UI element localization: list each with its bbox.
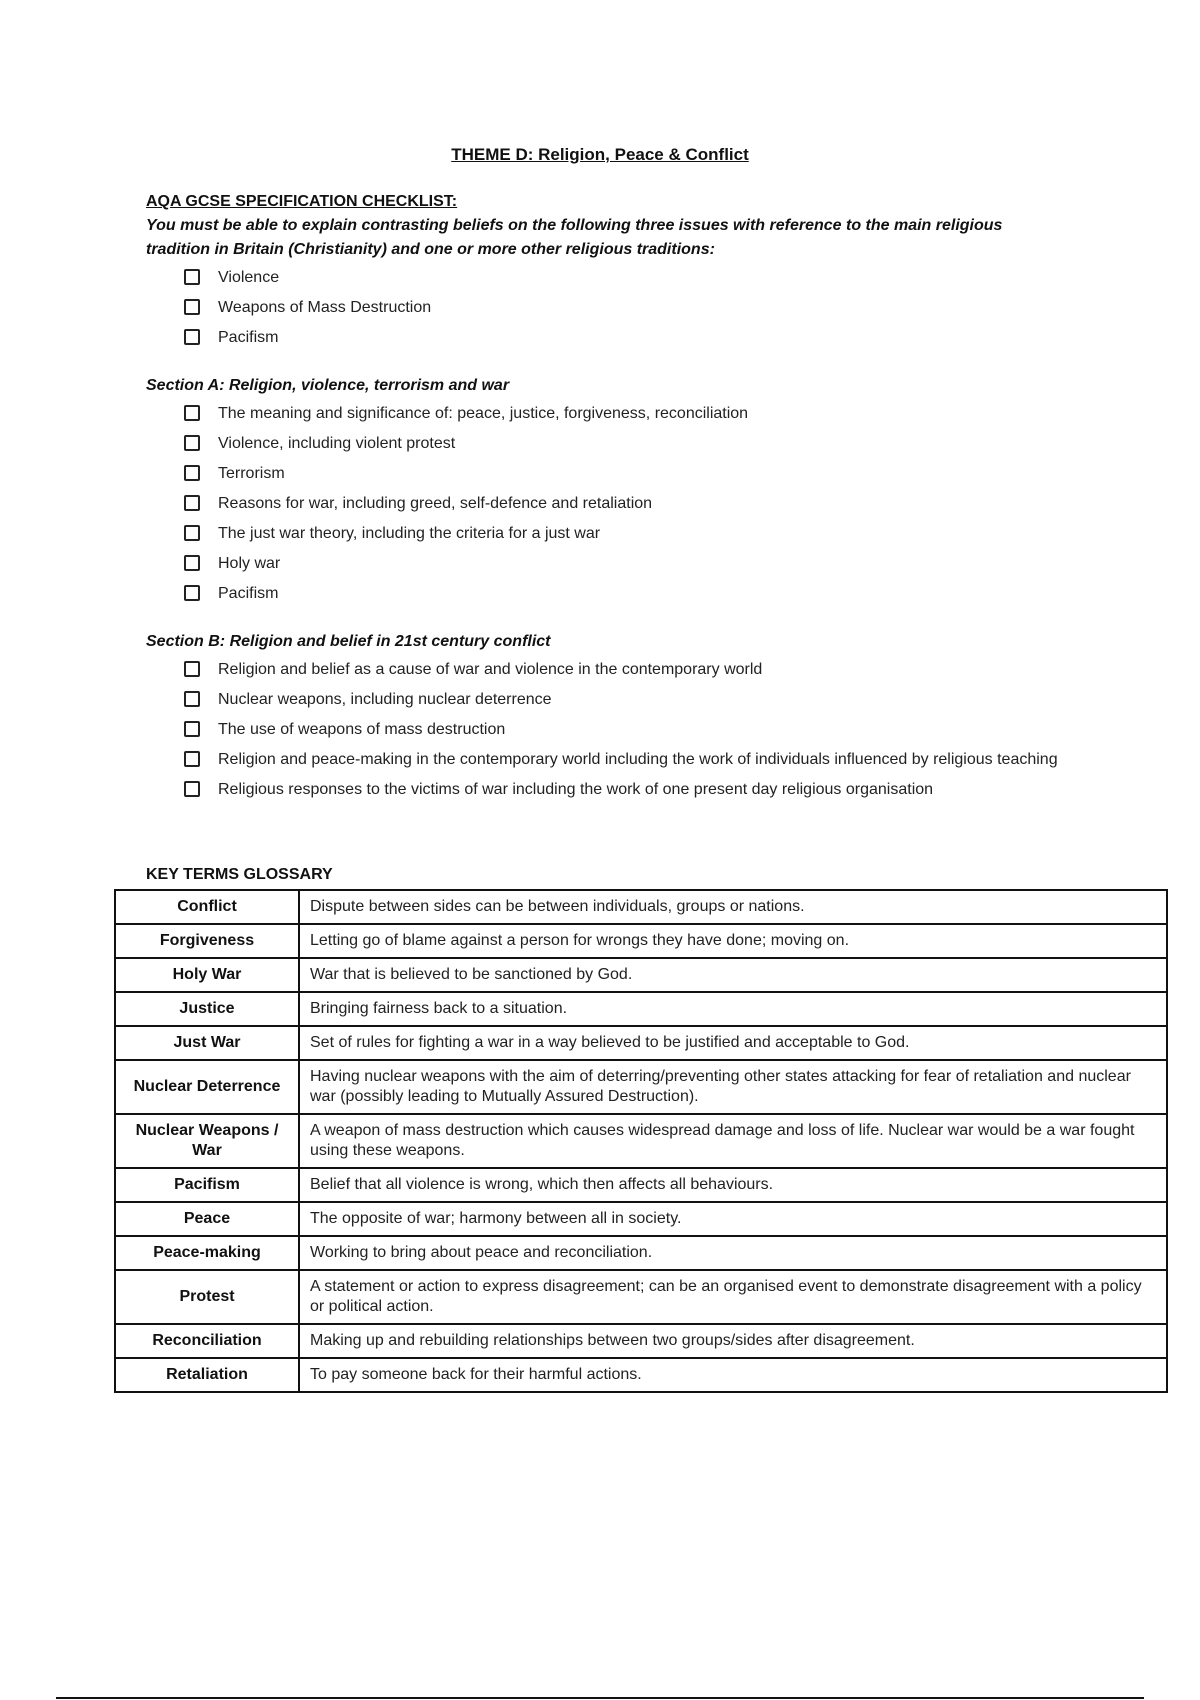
checklist-item-label: Pacifism <box>218 585 279 602</box>
checkbox[interactable] <box>184 435 200 451</box>
checklist-item-label: The just war theory, including the criteria for a just war <box>218 525 601 542</box>
table-row <box>115 1324 1167 1358</box>
checkbox[interactable] <box>184 555 200 571</box>
section-b-checklist <box>146 658 1066 802</box>
checklist-item <box>184 432 1066 456</box>
glossary-term: Peace <box>115 1202 299 1236</box>
table-row <box>115 890 1167 924</box>
glossary-term: Nuclear Deterrence <box>115 1060 299 1114</box>
section-a-checklist <box>146 402 1066 606</box>
glossary-term: Peace-making <box>115 1236 299 1270</box>
intro-text: You must be able to explain contrasting beliefs on the following three issues with reference to the main religious tradition in Britain (Christianity) and one or more other religious traditions: <box>146 217 1003 258</box>
checkbox[interactable] <box>184 269 200 285</box>
checklist-item-label: Pacifism <box>218 329 279 346</box>
checkbox[interactable] <box>184 465 200 481</box>
table-row <box>115 1168 1167 1202</box>
glossary-term: Pacifism <box>115 1168 299 1202</box>
checkbox[interactable] <box>184 721 200 737</box>
glossary-definition: Bringing fairness back to a situation. <box>299 992 1167 1026</box>
glossary-definition: The opposite of war; harmony between all in society. <box>299 1202 1167 1236</box>
checkbox[interactable] <box>184 585 200 601</box>
glossary-term: Conflict <box>115 890 299 924</box>
table-row <box>115 958 1167 992</box>
glossary-definition: Making up and rebuilding relationships between two groups/sides after disagreement. <box>299 1324 1167 1358</box>
checklist-item <box>184 658 1066 682</box>
table-row <box>115 992 1167 1026</box>
checklist-item-label: Violence <box>218 269 280 286</box>
glossary-definition: Letting go of blame against a person for wrongs they have done; moving on. <box>299 924 1167 958</box>
glossary-term: Just War <box>115 1026 299 1060</box>
checklist-item-label: Religion and belief as a cause of war and violence in the contemporary world <box>218 661 763 678</box>
checkbox[interactable] <box>184 751 200 767</box>
checklist-item <box>184 462 1066 486</box>
checklist-item-label: Religion and peace-making in the contemporary world including the work of individuals influenced by religious teaching <box>218 751 1058 768</box>
checkbox[interactable] <box>184 781 200 797</box>
checkbox[interactable] <box>184 329 200 345</box>
checklist-item-label: Holy war <box>218 555 281 572</box>
glossary-definition: Belief that all violence is wrong, which then affects all behaviours. <box>299 1168 1167 1202</box>
checklist-item <box>184 402 1066 426</box>
glossary-term: Nuclear Weapons / War <box>115 1114 299 1168</box>
checklist-item <box>184 266 1066 290</box>
table-row <box>115 1270 1167 1324</box>
page-title: THEME D: Religion, Peace & Conflict <box>451 145 749 164</box>
checkbox[interactable] <box>184 495 200 511</box>
specification-checklist <box>146 190 1066 808</box>
checkbox[interactable] <box>184 299 200 315</box>
checklist-item <box>184 492 1066 516</box>
table-row <box>115 1358 1167 1392</box>
checkbox[interactable] <box>184 525 200 541</box>
checklist-item-label: Nuclear weapons, including nuclear deterrence <box>218 691 552 708</box>
checklist-item <box>184 582 1066 606</box>
glossary-definition: Dispute between sides can be between individuals, groups or nations. <box>299 890 1167 924</box>
glossary-definition: Set of rules for fighting a war in a way believed to be justified and acceptable to God. <box>299 1026 1167 1060</box>
glossary-term: Protest <box>115 1270 299 1324</box>
table-row <box>115 1202 1167 1236</box>
table-row <box>115 1026 1167 1060</box>
checklist-item <box>184 748 1066 772</box>
checklist-item-label: Religious responses to the victims of war including the work of one present day religious organisation <box>218 781 934 798</box>
table-row <box>115 1236 1167 1270</box>
checklist-item <box>184 778 1066 802</box>
checklist-item-label: Weapons of Mass Destruction <box>218 299 432 316</box>
checkbox[interactable] <box>184 405 200 421</box>
checklist-item <box>184 326 1066 350</box>
glossary-definition: Working to bring about peace and reconciliation. <box>299 1236 1167 1270</box>
footer-divider <box>56 1697 1144 1699</box>
checkbox[interactable] <box>184 661 200 677</box>
checklist-item <box>184 718 1066 742</box>
checklist-item-label: The use of weapons of mass destruction <box>218 721 506 738</box>
glossary-definition: To pay someone back for their harmful actions. <box>299 1358 1167 1392</box>
section-b-heading: Section B: Religion and belief in 21st century conflict <box>146 633 551 650</box>
glossary-term: Holy War <box>115 958 299 992</box>
table-row <box>115 1114 1167 1168</box>
glossary-term: Justice <box>115 992 299 1026</box>
issues-checklist <box>146 266 1066 350</box>
glossary-definition: War that is believed to be sanctioned by God. <box>299 958 1167 992</box>
checklist-item-label: Violence, including violent protest <box>218 435 456 452</box>
glossary-term: Forgiveness <box>115 924 299 958</box>
table-row <box>115 924 1167 958</box>
checkbox[interactable] <box>184 691 200 707</box>
glossary-heading: KEY TERMS GLOSSARY <box>146 866 333 883</box>
glossary-term: Reconciliation <box>115 1324 299 1358</box>
checklist-item-label: The meaning and significance of: peace, justice, forgiveness, reconciliation <box>218 405 749 422</box>
checklist-item <box>184 552 1066 576</box>
glossary-definition: A weapon of mass destruction which causes widespread damage and loss of life. Nuclear war would be a war fought using these weapons. <box>299 1114 1167 1168</box>
glossary-table <box>114 889 1168 1393</box>
glossary-term: Retaliation <box>115 1358 299 1392</box>
spec-heading: AQA GCSE SPECIFICATION CHECKLIST: <box>146 193 458 210</box>
section-a-heading: Section A: Religion, violence, terrorism and war <box>146 377 510 394</box>
glossary-definition: Having nuclear weapons with the aim of deterring/preventing other states attacking for fear of retaliation and nuclear war (possibly leading to Mutually Assured Destruction). <box>299 1060 1167 1114</box>
table-row <box>115 1060 1167 1114</box>
checklist-item-label: Reasons for war, including greed, self-defence and retaliation <box>218 495 653 512</box>
checklist-item <box>184 296 1066 320</box>
checklist-item <box>184 688 1066 712</box>
checklist-item <box>184 522 1066 546</box>
glossary-definition: A statement or action to express disagreement; can be an organised event to demonstrate disagreement with a policy or political action. <box>299 1270 1167 1324</box>
checklist-item-label: Terrorism <box>218 465 285 482</box>
